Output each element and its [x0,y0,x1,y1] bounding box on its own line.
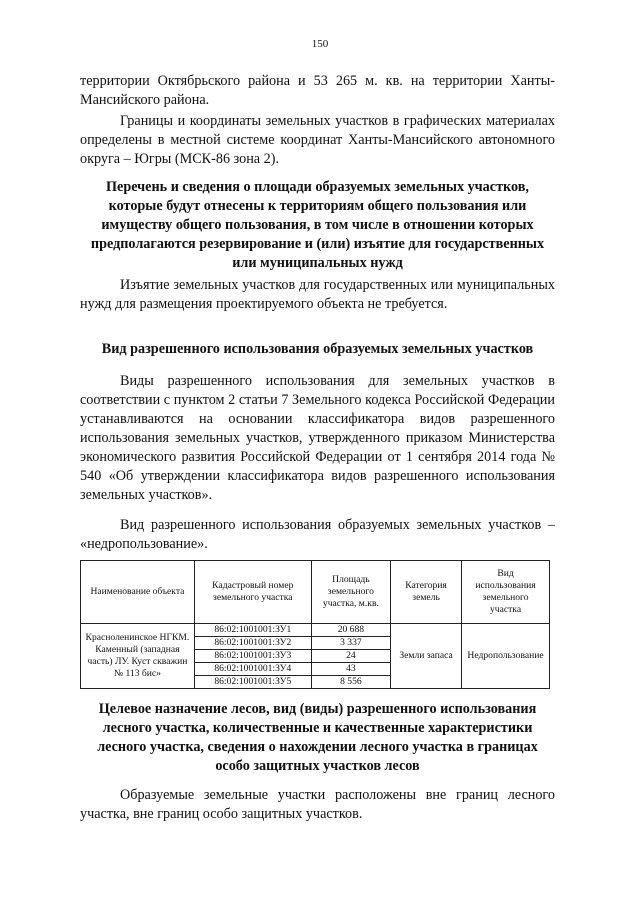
paragraph-use-value: Вид разрешенного использования образуемых земельных участков – «недропользование». [80,517,555,552]
heading-forest-purpose: Целевое назначение лесов, вид (виды) разрешенного использования лесного участка, количественные и качественные характеристики лесного участка, сведения о нахождении лесного участка в границах особо защитных участков лесов [97,701,538,774]
header-area: Площадь земельного участка, м.кв. [311,561,390,624]
cell-cadastral: 86:02:1001001:ЗУ1 [194,624,311,637]
paragraph-territory: территории Октябрьского района и 53 265 м. кв. на территории Ханты-Мансийского района. [80,73,555,108]
page-number: 150 [311,38,329,50]
paragraph-seizure: Изъятие земельных участков для государственных или муниципальных нужд для размещения проектируемого объекта не требуется. [80,277,555,312]
paragraph-use-types: Виды разрешенного использования для земельных участков в соответствии с пунктом 2 статьи 7 Земельного кодекса Российской Федерации устанавливаются на основании классификатора видов разрешенного использования земельных участков, утвержденного приказом Министерства экономического развития Российской Федерации от 1 сентября 2014 года № 540 «Об утверждении классификатора видов разрешенного использования земельных участков». [80,373,555,503]
cell-area: 24 [311,650,390,663]
cell-object-name: Красноленинское НГКМ. Каменный (западная часть) ЛУ. Куст скважин № 113 бис» [81,624,195,689]
header-object-name: Наименование объекта [81,561,195,624]
cell-area: 3 337 [311,637,390,650]
heading-parcel-list: Перечень и сведения о площади образуемых земельных участков, которые будут отнесены к территориям общего пользования или имуществу общего пользования, в том числе в отношении которых предполагаются резервирование и (или) изъятие для государственных или муниципальных нужд [90,179,545,271]
cell-cadastral: 86:02:1001001:ЗУ4 [194,663,311,676]
cell-use-type: Недропользование [462,624,550,689]
cell-cadastral: 86:02:1001001:ЗУ2 [194,637,311,650]
cell-area: 20 688 [311,624,390,637]
table-row [81,624,550,637]
header-land-category: Категория земель [391,561,462,624]
header-use-type: Вид использования земельного участка [462,561,550,624]
cell-land-category: Земли запаса [391,624,462,689]
cell-cadastral: 86:02:1001001:ЗУ5 [194,676,311,689]
cell-cadastral: 86:02:1001001:ЗУ3 [194,650,311,663]
paragraph-forest-location: Образуемые земельные участки расположены вне границ лесного участка, вне границ особо защитных участков. [80,787,555,822]
cell-area: 43 [311,663,390,676]
cell-area: 8 556 [311,676,390,689]
paragraph-boundaries: Границы и координаты земельных участков в графических материалах определены в местной системе координат Ханты-Мансийского автономного округа – Югры (МСК-86 зона 2). [80,113,555,167]
heading-permitted-use: Вид разрешенного использования образуемых земельных участков [101,341,534,357]
parcels-table [80,560,550,689]
table-header-row [81,561,550,624]
header-cadastral-number: Кадастровый номер земельного участка [194,561,311,624]
